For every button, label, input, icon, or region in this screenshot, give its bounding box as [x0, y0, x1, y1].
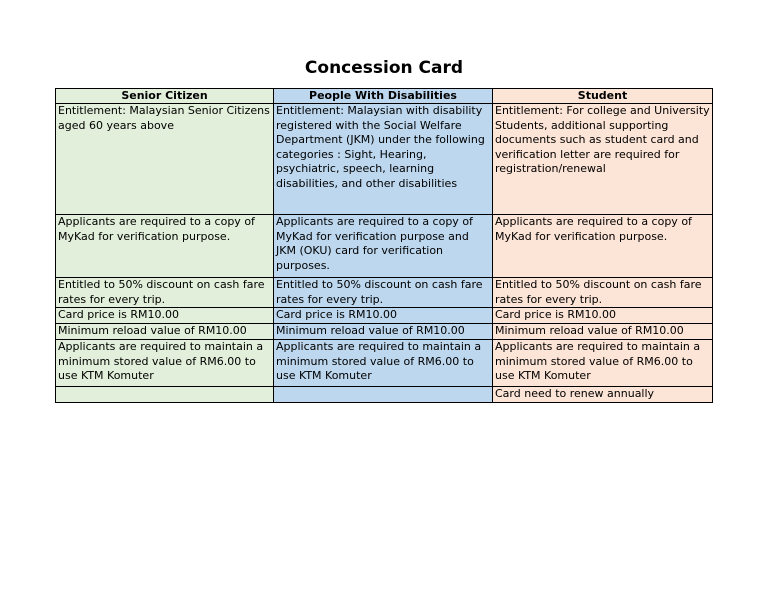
cell-senior-price: Card price is RM10.00	[56, 308, 274, 324]
cell-disabilities-stored-value: Applicants are required to maintain a minimum stored value of RM6.00 to use KTM Komuter	[274, 340, 493, 387]
cell-disabilities-reload: Minimum reload value of RM10.00	[274, 324, 493, 340]
cell-student-stored-value: Applicants are required to maintain a minimum stored value of RM6.00 to use KTM Komuter	[493, 340, 713, 387]
table-row-discount	[56, 278, 713, 308]
cell-senior-entitlement: Entitlement: Malaysian Senior Citizens aged 60 years above	[56, 104, 274, 215]
table-row-price	[56, 308, 713, 324]
cell-senior-renewal	[56, 387, 274, 403]
cell-student-entitlement: Entitlement: For college and University Students, additional supporting documents such as student card and verification letter are required for registration/renewal	[493, 104, 713, 215]
header-people-with-disabilities: People With Disabilities	[274, 89, 493, 104]
cell-student-renewal: Card need to renew annually	[493, 387, 713, 403]
page-title: Concession Card	[304, 58, 464, 78]
table-row-renewal	[56, 387, 713, 403]
table-row-stored-value	[56, 340, 713, 387]
cell-disabilities-price: Card price is RM10.00	[274, 308, 493, 324]
cell-student-discount: Entitled to 50% discount on cash fare rates for every trip.	[493, 278, 713, 308]
cell-senior-reload: Minimum reload value of RM10.00	[56, 324, 274, 340]
cell-student-application: Applicants are required to a copy of MyKad for verification purpose.	[493, 215, 713, 278]
cell-disabilities-renewal	[274, 387, 493, 403]
concession-card-table	[55, 88, 713, 403]
cell-student-reload: Minimum reload value of RM10.00	[493, 324, 713, 340]
header-row	[56, 89, 713, 104]
cell-student-price: Card price is RM10.00	[493, 308, 713, 324]
table-row-reload	[56, 324, 713, 340]
cell-disabilities-discount: Entitled to 50% discount on cash fare rates for every trip.	[274, 278, 493, 308]
table-row-application	[56, 215, 713, 278]
cell-senior-application: Applicants are required to a copy of MyKad for verification purpose.	[56, 215, 274, 278]
cell-senior-stored-value: Applicants are required to maintain a minimum stored value of RM6.00 to use KTM Komuter	[56, 340, 274, 387]
header-senior-citizen: Senior Citizen	[56, 89, 274, 104]
cell-disabilities-entitlement: Entitlement: Malaysian with disability registered with the Social Welfare Department (JKM) under the following categories : Sight, Hearing, psychiatric, speech, learning disabilities, and other disabilities	[274, 104, 493, 215]
header-student: Student	[493, 89, 713, 104]
cell-senior-discount: Entitled to 50% discount on cash fare rates for every trip.	[56, 278, 274, 308]
cell-disabilities-application: Applicants are required to a copy of MyKad for verification purpose and JKM (OKU) card for verification purposes.	[274, 215, 493, 278]
table-row-entitlement	[56, 104, 713, 215]
